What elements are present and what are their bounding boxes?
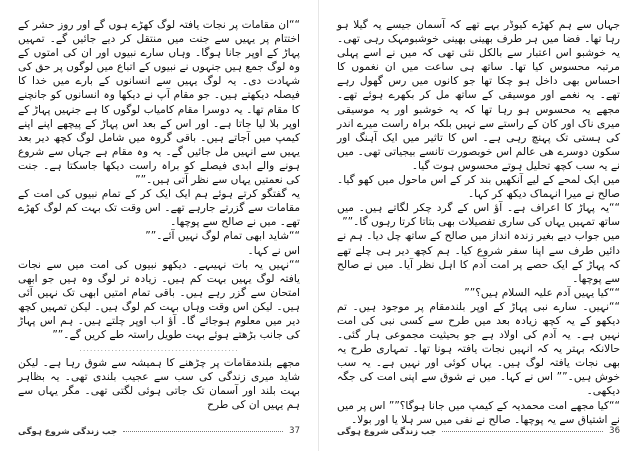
- right-page: [319, 0, 638, 451]
- footer-book-title: جب زندگی شروع ہوگی: [337, 426, 437, 437]
- paragraph: جہاں سے ہم کھڑے کیوڈر بہے تھے کہ آسمان جیسے یہ گیلا ہو رہا تھا۔ فضا میں ہر طرف بھینی بھینی خوشبومہک رہی تھی۔ یہ خوشبو اس اعتبار سے بالکل نئی تھی کہ میں نے اسے پہلی مرتبہ محسوس کیا تھا۔ ساتھ ہی ساعت میں ان نغموں کا احساس بھی داخل ہو چکا تھا جو کانوں میں رس گھول رہے تھے۔ یہ نغمے اور موسیقی کے ساتھ مل کر بکھرے ہوئے تھے۔ مجھے یہ محسوس ہو رہا تھا کہ یہ خوشبو اور یہ موسیقی میری ناک اور کان کے راستے سے نہیں بلکہ براہ راست میرے اندر کی ہستی تک پہنچ رہی ہے۔ اس کا تاثیر میں ایک آہنگ اور سکون دوسرے هی عالم اس خوبصورت تانسے بیجیاتی تھی۔ میں نے یہ سب کچھ تحلیل ہوتے محسوس ہوت گیا۔: [337, 19, 620, 172]
- paragraph: یہ گفتگو کرتے ہوئے ہم ایک ایک کر کے تمام نبیوں کی امت کے مقامات سے گزرتے جارہے تھے۔ اس وقت تک بہت کم لوگ کھڑے تھے۔ میں نے صالح سے پوچھا۔: [18, 188, 300, 229]
- paragraph: ““یہ پہاڑ کا اعراف ہے۔ آؤ اس کے گرد چکر لگاتے ہیں۔ میں ساتھ تمہیں یہاں کی ساری تفصیلات بھی بتاتا کرتا رہوں گا۔””: [337, 202, 620, 229]
- paragraph: ““نہیں۔ سارے نبی پہاڑ کے اوپر بلندمقام پر موجود ہیں۔ تم دیکھو کے یہ کچھ زیادہ بعد میں طرح سے کسی نبی کی امت نہیں ہے۔ یہ آدم کی اولاد ہے جو بحیثیت مجموعی ہار گئی۔ حالانکہ بہتر یہ کہ انہیں نجات یافتہ ہونا تھا۔ تمہاری طرح یہ بھی نجات یافتہ لوگ ہیں۔ یہاں کوئی اور نہیں ہے۔ یہ سب خوش ہیں۔”” اس نے کہا۔ میں نے شوق سے اپنی امت کی جگہ دیکھی۔: [337, 300, 620, 398]
- paragraph: ““نہیں یہ بات نہیںہے۔ دیکھو نبیوں کی امت میں سے نجات یافتہ لوگ یہیں بہت کم ہیں۔ زیادہ تر لوگ وہ ہیں جو ابھی امتحان سے گزر رہے ہیں۔ باقی تمام امتیں ابھی تک نہیں آئی ہیں۔ لیکن اس وقت وہاں بہت کم لوگ ہیں۔ لیکن تمہیں کچھ دیر میں معلوم ہوجائے گا۔ آؤ اب اوپر چلتے ہیں۔ ہم اس پہاڑ کی جانب بڑھتے ہوئے بہت طویل راستہ طے کریں گے۔””: [18, 258, 300, 342]
- paragraph: اس نے کہا۔: [247, 244, 300, 257]
- section-separator: .............................................: [79, 344, 239, 354]
- paragraph: ““ان مقامات پر نجات یافتہ لوگ کھڑے ہوں گے اور روز حشر کے اختتام پر یہیں سے جنت میں منتقل کر دیے جائیں گے۔ تمہیں پہاڑ کے اوپر جانا ہوگا۔ وہاں سارے نبیوں اور ان کی امتوں کے وہ لوگ جمع ہیں جنہوں نے نبیوں کے اتباع میں لوگوں پر حق کی شہادت دی۔ یہ لوگ یہیں سے انسانوں کے بارے میں خدا کا فیصلہ دیکھتے ہیں۔ جو مقام آپ نے دیکھا وہ انسانوں کو جانچنے کا مقام تھا۔ یہ دوسرا مقام کامیاب لوگوں کا ہے جنہیں پہاڑ کے اوپر بلا لیا جاتا ہے۔ اور اس کے بعد اس پہاڑ کے پیچھے اپنے اپنے کیمپ میں آجاتے ہیں۔ باقی گروہ میں شامل لوگ کچھ دیر بعد یہیں سے انہیں مل جائیں گے۔ یہ وہ مقام ہے جہاں سے شروع ہونے والے ابدی فیصلے کو براہ راست دیکھا جاسکتا ہے۔ جنت کی نعمتیں یہاں سے نظر آتی ہیں۔””: [18, 19, 300, 187]
- footer-page-number: 36: [609, 426, 620, 436]
- paragraph: ““شاید ابھی تمام لوگ نہیں آئے۔””: [145, 230, 300, 243]
- footer-dotted-rule: [123, 431, 283, 432]
- paragraph: ““کیا مجھے امت محمدیہ کے کیمپ میں جانا ہوگا؟”” اس پر میں نے اشتیاق سے یہ پوچھا۔ صالح نے نفی میں سر ہلا یا اور بولا۔: [337, 399, 620, 426]
- paragraph: مجھے بلندمقامات پر چڑھنے کا ہمیشہ سے شوق رہا ہے۔ لیکن شاید میری زندگی کی سب سے عجیب بلندی تھی۔ یہ بظاہر بہت بلند اور آسمان تک جاتی ہوئی لگتی تھی۔ مگر یہاں سے ہم یہیں ان کی طرح: [18, 357, 300, 412]
- paragraph: میں ایک لمحے کے لیے آنکھیں بند کر کے اس ماحول میں کھو گیا۔ صالح نے میرا انہماک دیکھ کر کہا۔: [337, 174, 620, 201]
- left-page-footer: [18, 421, 300, 441]
- right-page-footer: [337, 421, 620, 441]
- footer-page-number: 37: [289, 426, 300, 436]
- right-page-body: [337, 18, 620, 426]
- footer-dotted-rule: [442, 431, 603, 432]
- footer-book-title: جب زندگی شروع ہوگی: [18, 426, 118, 437]
- paragraph: میں جواب دیے بغیر زندہ انداز میں صالح کے ساتھ چل دیا۔ ہم نے دائیں طرف سے اپنا سفر شروع کیا۔ ہم کچھ دیر ہی چلے تھے کہ پہاڑ کے ایک حصے پر امت آدم کا اہل نظر آیا۔ میں نے صالح سے پوچھا۔: [337, 230, 620, 285]
- left-page-body: [18, 18, 300, 410]
- paragraph: ““کیا یہیں آدم علیہ السلام ہیں؟””: [464, 286, 620, 299]
